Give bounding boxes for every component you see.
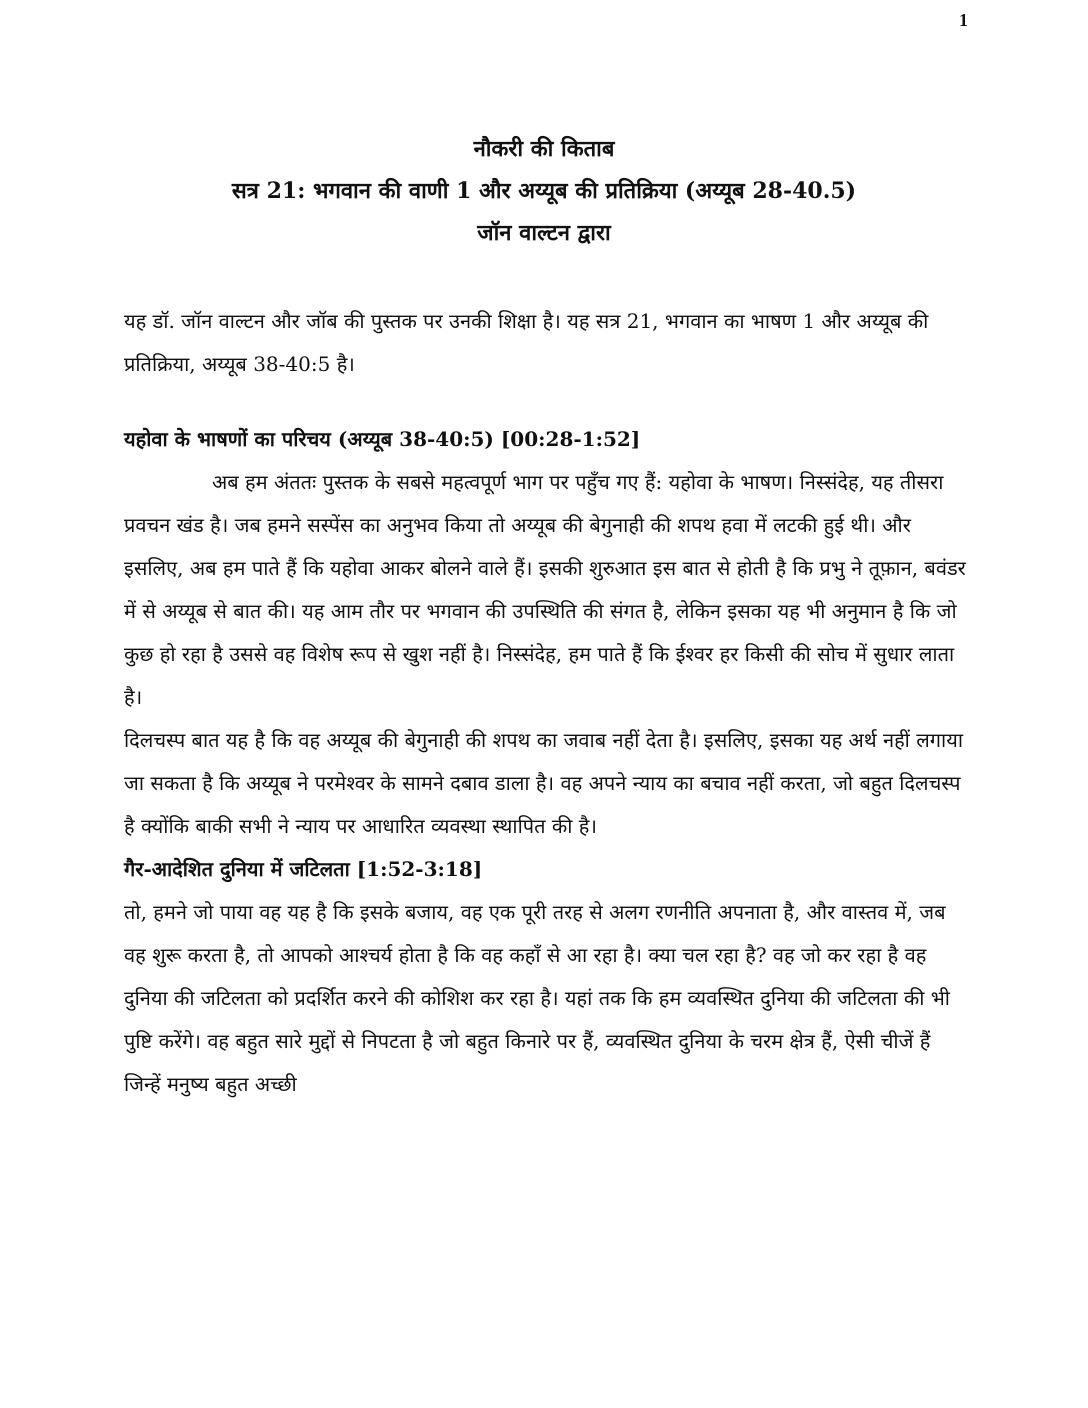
document-title-block [0,128,1088,254]
section-heading: यहोवा के भाषणों का परिचय (अय्यूब 38-40:5) [00:28-1:52] [124,427,641,451]
author-line: जॉन वाल्टन द्वारा [477,220,611,246]
session-title: सत्र 21: भगवान की वाणी 1 और अय्यूब की प्रतिक्रिया (अय्यूब 28-40.5) [231,178,857,204]
section-heading: गैर-आदेशित दुनिया में जटिलता [1:52-3:18] [124,857,483,881]
section-intro-speeches [124,418,972,848]
section-complexity [124,848,972,1106]
document-title: नौकरी की किताब [473,136,615,162]
body-paragraph: अब हम अंततः पुस्तक के सबसे महत्वपूर्ण भाग पर पहुँच गए हैं: यहोवा के भाषण। निस्संदेह, यह तीसरा प्रवचन खंड है। जब हमने सस्पेंस का अनुभव किया तो अय्यूब की बेगुनाही की शपथ हवा में लटकी हुई थी। और इसलिए, अब हम पाते हैं कि यहोवा आकर बोलने वाले हैं। इसकी शुरुआत इस बात से होती है कि प्रभु ने तूफ़ान, बवंडर में से अय्यूब से बात की। यह आम तौर पर भगवान की उपस्थिति की संगत है, लेकिन इसका यह भी अनुमान है कि जो कुछ हो रहा है उससे वह विशेष रूप से खुश नहीं है। निस्संदेह, हम पाते हैं कि ईश्वर हर किसी की सोच में सुधार लाता है। [124,470,966,709]
body-paragraph: तो, हमने जो पाया वह यह है कि इसके बजाय, वह एक पूरी तरह से अलग रणनीति अपनाता है, और वास्तव में, जब वह शुरू करता है, तो आपको आश्चर्य होता है कि वह कहाँ से आ रहा है। क्या चल रहा है? वह जो कर रहा है वह दुनिया की जटिलता को प्रदर्शित करने की कोशिश कर रहा है। यहां तक कि हम व्यवस्थित दुनिया की जटिलता की भी पुष्टि करेंगे। वह बहुत सारे मुद्दों से निपटता है जो बहुत किनारे पर हैं, व्यवस्थित दुनिया के चरम क्षेत्र हैं, ऐसी चीजें हैं जिन्हें मनुष्य बहुत अच्छी [124,900,950,1096]
body-paragraph: दिलचस्प बात यह है कि वह अय्यूब की बेगुनाही की शपथ का जवाब नहीं देता है। इसलिए, इसका यह अर्थ नहीं लगाया जा सकता है कि अय्यूब ने परमेश्वर के सामने दबाव डाला है। वह अपने न्याय का बचाव नहीं करता, जो बहुत दिलचस्प है क्योंकि बाकी सभी ने न्याय पर आधारित व्यवस्था स्थापित की है। [124,728,964,838]
document-body [124,300,972,1106]
intro-paragraph: यह डॉ. जॉन वाल्टन और जॉब की पुस्तक पर उनकी शिक्षा है। यह सत्र 21, भगवान का भाषण 1 और अय्यूब की प्रतिक्रिया, अय्यूब 38-40:5 है। [124,309,929,376]
page-number: 1 [959,10,968,30]
